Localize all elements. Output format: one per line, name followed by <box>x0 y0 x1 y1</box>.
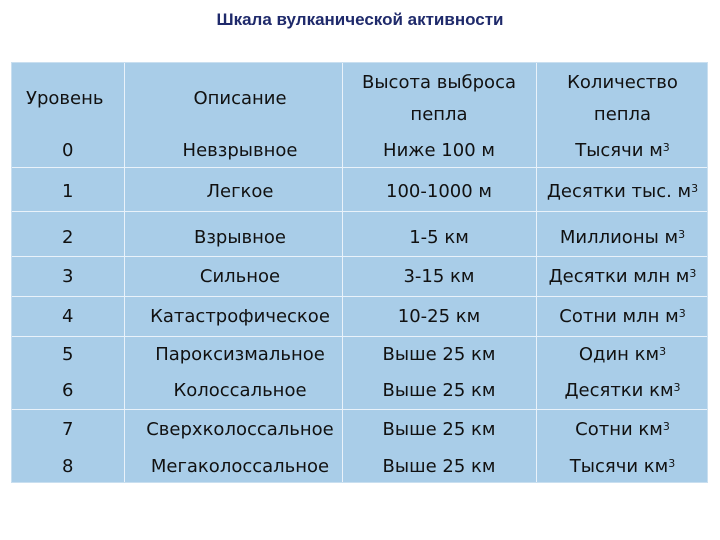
description-cell: Пароксизмальное <box>155 344 325 365</box>
amount-cell <box>536 456 709 478</box>
height-cell: 1-5 км <box>409 227 469 248</box>
height-cell: Выше 25 км <box>382 419 496 440</box>
description-cell: Невзрывное <box>182 140 298 161</box>
header-level: Уровень <box>26 88 104 109</box>
header-height-line2: пепла <box>410 104 468 125</box>
level-cell: 2 <box>62 227 74 248</box>
amount-cell <box>536 140 709 162</box>
height-cell: 10-25 км <box>397 306 481 327</box>
superscript: 3 <box>673 381 681 394</box>
height-cell: Ниже 100 м <box>383 140 495 161</box>
row-divider <box>12 296 707 297</box>
row-divider <box>12 211 707 212</box>
level-cell: 7 <box>62 419 74 440</box>
level-cell: 0 <box>62 140 74 161</box>
amount-cell <box>536 306 709 328</box>
amount-cell <box>536 344 709 366</box>
amount-text: Тысячи км <box>569 456 669 477</box>
level-cell: 3 <box>62 266 74 287</box>
description-cell: Катастрофическое <box>150 306 330 327</box>
header-description: Описание <box>193 88 287 109</box>
amount-text: Десятки млн м <box>548 266 690 287</box>
amount-text: Тысячи м <box>575 140 663 161</box>
amount-text: Один км <box>578 344 660 365</box>
level-cell: 5 <box>62 344 74 365</box>
superscript: 3 <box>678 307 686 320</box>
row-divider <box>12 336 707 337</box>
amount-text: Сотни млн м <box>559 306 679 327</box>
row-divider <box>12 409 707 410</box>
superscript: 3 <box>689 267 697 280</box>
level-cell: 4 <box>62 306 74 327</box>
superscript: 3 <box>662 141 670 154</box>
description-cell: Сильное <box>199 266 281 287</box>
level-cell: 8 <box>62 456 74 477</box>
header-amount-line1: Количество <box>567 72 678 93</box>
amount-text: Десятки км <box>564 380 674 401</box>
description-cell: Мегаколоссальное <box>150 456 330 477</box>
header-amount-line2: пепла <box>593 104 652 125</box>
description-cell: Взрывное <box>193 227 287 248</box>
header-height-line1: Высота выброса <box>362 72 516 93</box>
level-cell: 6 <box>62 380 74 401</box>
height-cell: Выше 25 км <box>382 344 496 365</box>
amount-cell <box>536 380 709 402</box>
height-cell: Выше 25 км <box>382 456 496 477</box>
volcanic-activity-table <box>11 62 708 483</box>
superscript: 3 <box>691 182 699 195</box>
description-cell: Колоссальное <box>173 380 307 401</box>
height-cell: 3-15 км <box>403 266 475 287</box>
height-cell: 100-1000 м <box>386 181 492 202</box>
superscript: 3 <box>668 457 676 470</box>
superscript: 3 <box>662 420 670 433</box>
amount-cell <box>536 266 709 288</box>
description-cell: Сверхколоссальное <box>146 419 334 440</box>
amount-text: Миллионы м <box>559 227 679 248</box>
height-cell: Выше 25 км <box>382 380 496 401</box>
amount-text: Десятки тыс. м <box>546 181 692 202</box>
page-title: Шкала вулканической активности <box>216 10 504 29</box>
row-divider <box>12 167 707 168</box>
superscript: 3 <box>659 345 667 358</box>
row-divider <box>12 256 707 257</box>
amount-cell <box>536 419 709 441</box>
amount-cell <box>536 227 709 249</box>
amount-cell <box>536 181 709 203</box>
description-cell: Легкое <box>206 181 274 202</box>
amount-text: Сотни км <box>575 419 663 440</box>
superscript: 3 <box>678 228 686 241</box>
level-cell: 1 <box>62 181 74 202</box>
